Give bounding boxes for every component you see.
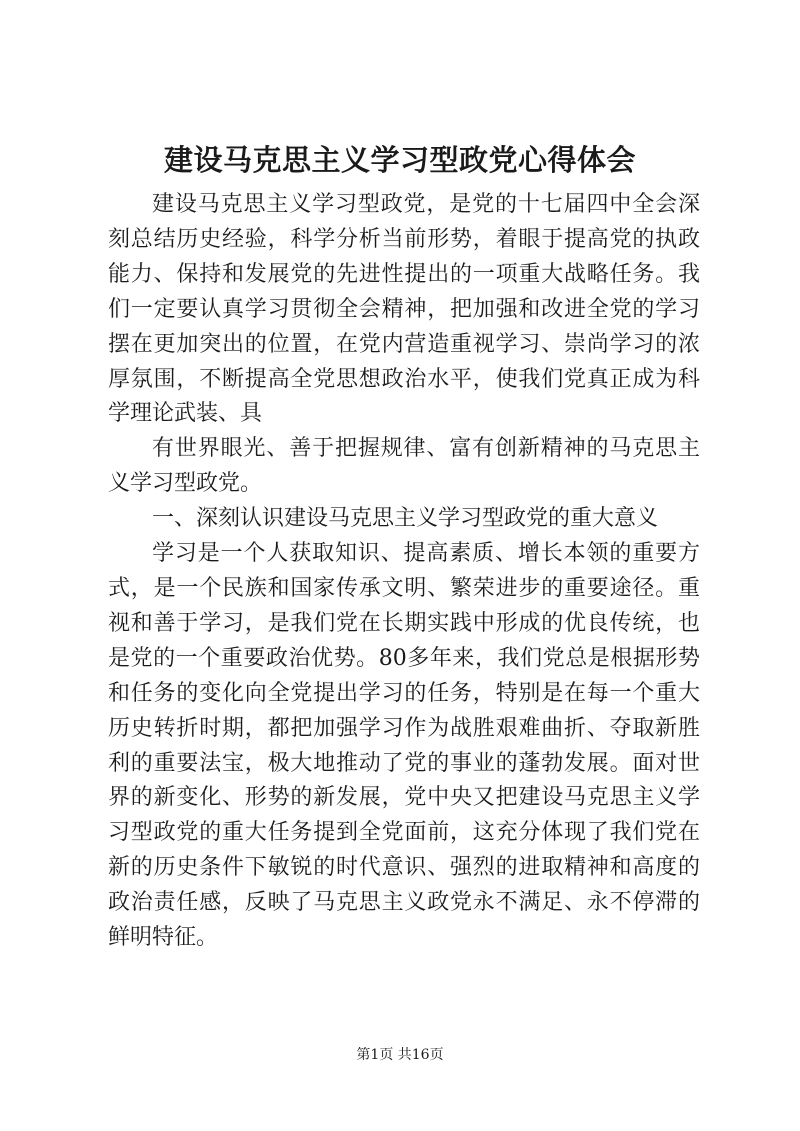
document-title: 建设马克思主义学习型政党心得体会: [163, 143, 636, 177]
paragraph-significance: 学习是一个人获取知识、提高素质、增长本领的重要方式，是一个民族和国家传承文明、繁荣进步的重要途径。重视和善于学习，是我们党在长期实践中形成的优良传统，也是党的一个重要政治优势。80多年来，我们党总是根据形势和任务的变化向全党提出学习的任务，特别是在每一个重大历史转折时期，都把加强学习作为战胜艰难曲折、夺取新胜利的重要法宝，极大地推动了党的事业的蓬勃发展。面对世界的新变化、形势的新发展，党中央又把建设马克思主义学习型政党的重大任务提到全党面前，这充分体现了我们党在新的历史条件下敏锐的时代意识、强烈的进取精神和高度的政治责任感，反映了马克思主义政党永不满足、永不停滞的鲜明特征。: [108, 541, 700, 951]
page-footer: 第1页 共16页: [356, 1047, 444, 1063]
paragraph-intro: 建设马克思主义学习型政党，是党的十七届四中全会深刻总结历史经验，科学分析当前形势，着眼于提高党的执政能力、保持和发展党的先进性提出的一项重大战略任务。我们一定要认真学习贯彻全会精神，把加强和改进全党的学习摆在更加突出的位置，在党内营造重视学习、崇尚学习的浓厚氛围，不断提高全党思想政治水平，使我们党真正成为科学理论武装、具: [108, 192, 700, 427]
document-body: [108, 188, 700, 956]
paragraph-intro-continued: 有世界眼光、善于把握规律、富有创新精神的马克思主义学习型政党。: [108, 436, 700, 497]
section-heading-1: 一、深刻认识建设马克思主义学习型政党的重大意义: [152, 506, 659, 532]
